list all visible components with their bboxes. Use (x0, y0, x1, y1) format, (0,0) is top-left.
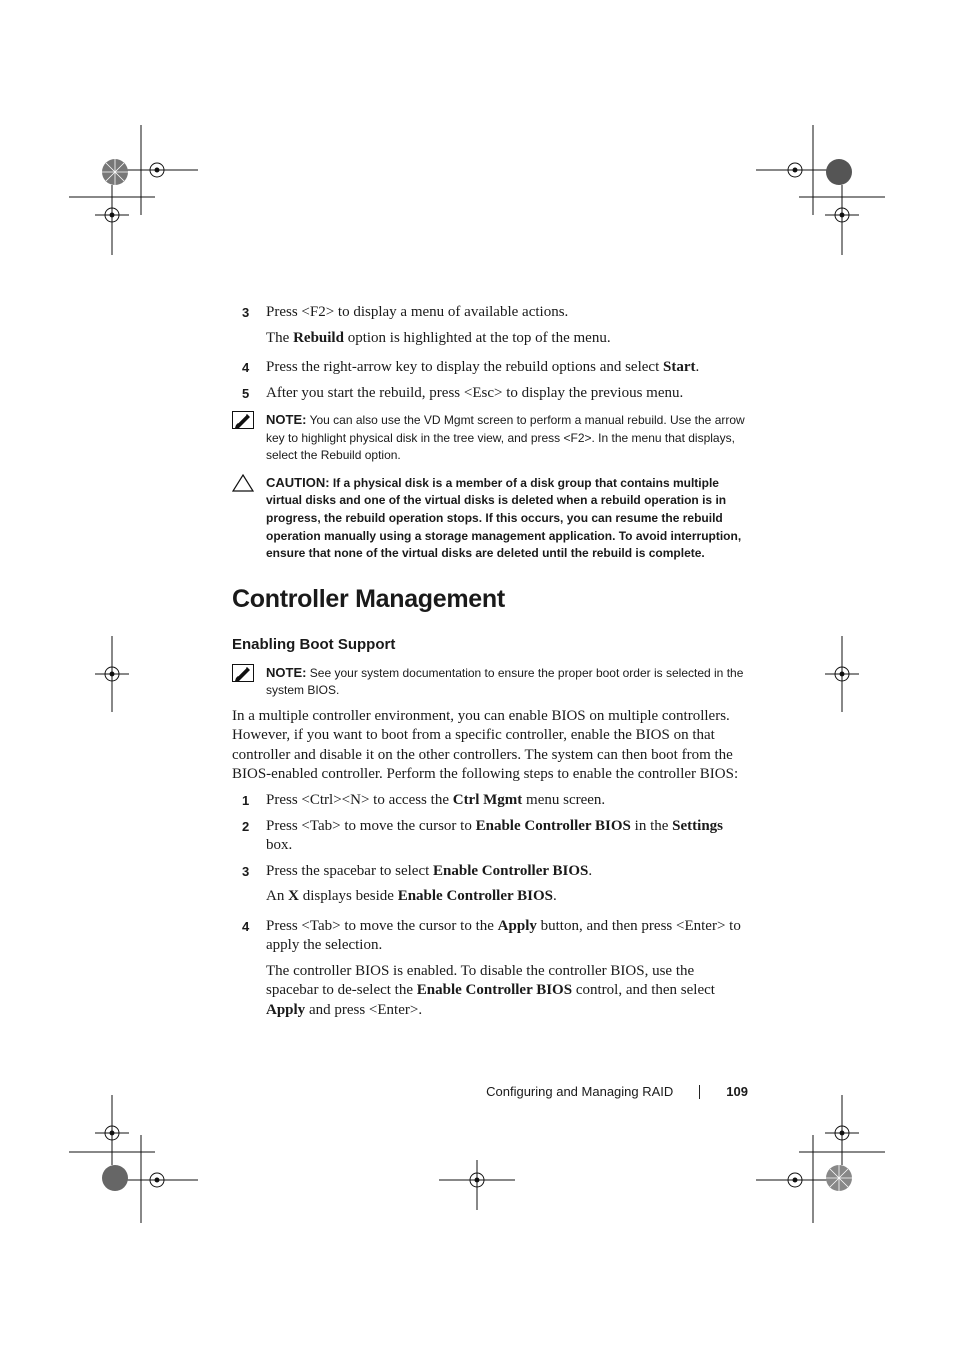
caution-box: CAUTION: If a physical disk is a member of a disk group that contains multiple virtual disks and one of the virtual disks is deleted when a rebuild operation is in progress, the rebuild operation stops. If this occurs, you can resume the rebuild operation manually using a storage management application. To avoid interruption, ensure that none of the virtual disks are deleted until the rebuild is complete. (232, 474, 746, 563)
footer-divider (699, 1085, 700, 1099)
section-heading: Controller Management (232, 584, 505, 613)
note-label: NOTE: (266, 664, 307, 680)
page-content (232, 303, 746, 1020)
list-item: 4 Press <Tab> to move the cursor to the Apply button, and then press <Enter> to apply the selection. (242, 917, 741, 954)
step-number: 3 (242, 863, 250, 879)
note-box: NOTE: See your system documentation to ensure the proper boot order is selected in the system BIOS. (232, 664, 746, 700)
list-item: 4 Press the right-arrow key to display the rebuild options and select Start. (232, 358, 746, 378)
intro-paragraph: In a multiple controller environment, you can enable BIOS on multiple controllers. However, if you want to boot from a specific controller, enable the BIOS on that controller and disable it on the other controllers. The system can then boot from the BIOS-enabled controller. Perform the following steps to enable the controller BIOS: (232, 707, 739, 782)
list-item: 3 Press the spacebar to select Enable Controller BIOS. (232, 862, 746, 882)
list-item: 2 Press <Tab> to move the cursor to Enable Controller BIOS in the Settings box. (242, 817, 723, 854)
note-box: NOTE: You can also use the VD Mgmt screen to perform a manual rebuild. Use the arrow key to highlight physical disk in the tree view, and press <F2>. In the menu that displays, select the Rebuild option. (232, 411, 746, 465)
list-item: 3 Press <F2> to display a menu of available actions. (232, 303, 746, 323)
list-item: 1 Press <Ctrl><N> to access the Ctrl Mgmt menu screen. (232, 791, 746, 811)
step-detail: An X displays beside Enable Controller BIOS. (266, 888, 557, 905)
caution-label: CAUTION: (266, 474, 330, 490)
step-number: 4 (242, 360, 250, 375)
note-label: NOTE: (266, 412, 307, 427)
step-number: 5 (242, 385, 250, 401)
pencil-note-icon (232, 411, 254, 435)
step-number: 3 (242, 305, 250, 320)
footer-section-title: Configuring and Managing RAID (486, 1084, 674, 1099)
list-item: 5 After you start the rebuild, press <Esc> to display the previous menu. (232, 384, 746, 404)
step-number: 1 (242, 793, 250, 809)
subsection-heading: Enabling Boot Support (232, 635, 396, 653)
page-footer (486, 1084, 748, 1099)
pencil-note-icon (232, 664, 254, 688)
step-detail: The Rebuild option is highlighted at the top of the menu. (266, 329, 611, 346)
page-number: 109 (726, 1084, 748, 1099)
step-detail: The controller BIOS is enabled. To disable the controller BIOS, use the spacebar to de-select the Enable Controller BIOS control, and then select Apply and press <Enter>. (266, 962, 715, 1018)
step-number: 2 (242, 818, 250, 834)
caution-triangle-icon (232, 474, 254, 498)
step-number: 4 (242, 918, 250, 934)
